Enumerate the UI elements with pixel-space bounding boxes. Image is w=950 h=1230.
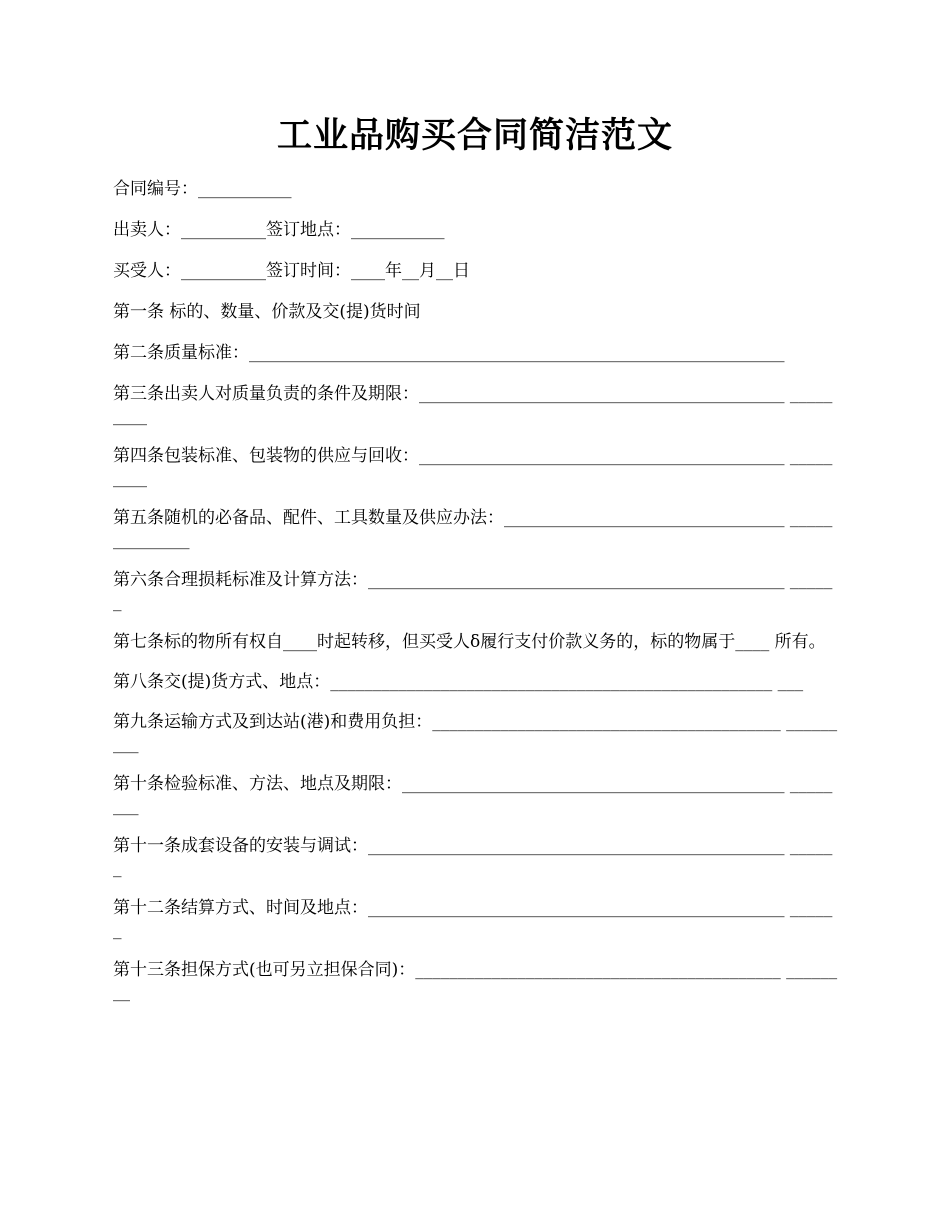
clause-1: 第一条 标的、数量、价款及交(提)货时间 [113,302,421,322]
document-title: 工业品购买合同简洁范文 [276,115,673,156]
clause-8: 第八条交(提)货方式、地点：____________________________________________________ ___ [113,672,804,692]
buyer-line: 买受人：__________签订时间：____年__月__日 [113,261,470,281]
seller-line: 出卖人：__________签订地点：___________ [113,220,445,240]
contract-number-line: 合同编号：___________ [113,179,292,199]
clause-4: 第四条包装标准、包装物的供应与回收：___________________________________________ _________ [113,446,833,488]
contract-body [113,178,840,1003]
clause-9: 第九条运输方式及到达站(港)和费用负担：_________________________________________ _________ [113,712,838,754]
clause-10: 第十条检验标准、方法、地点及期限：_____________________________________________ ________ [113,774,833,816]
clause-13: 第十三条担保方式(也可另立担保合同)：___________________________________________ ________ [113,960,838,1002]
clause-12: 第十二条结算方式、时间及地点：_________________________________________________ ______ [113,898,833,940]
clause-3: 第三条出卖人对质量负责的条件及期限：___________________________________________ _________ [113,384,833,426]
clause-11: 第十一条成套设备的安装与调试：_________________________________________________ ______ [113,836,833,878]
clause-2: 第二条质量标准：_______________________________________________________________ [113,343,785,363]
clause-7: 第七条标的物所有权自____时起转移，但买受人δ履行支付价款义务的，标的物属于____ 所有。 [113,632,826,652]
clause-5: 第五条随机的必备品、配件、工具数量及供应办法：_________________________________ ______________ [113,508,833,550]
clause-6: 第六条合理损耗标准及计算方法：_________________________________________________ ______ [113,570,833,612]
